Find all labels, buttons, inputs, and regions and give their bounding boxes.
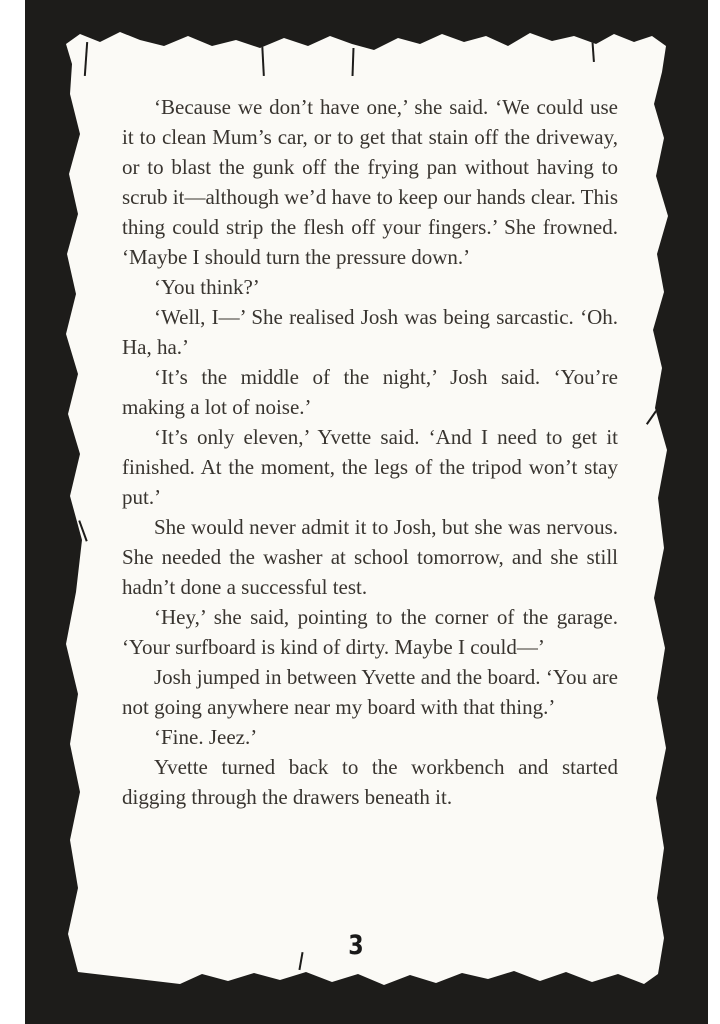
paragraph: ‘It’s the middle of the night,’ Josh said. ‘You’re making a lot of noise.’: [122, 365, 618, 419]
paragraph: ‘Well, I—’ She realised Josh was being sarcastic. ‘Oh. Ha, ha.’: [122, 305, 618, 359]
paragraph: ‘You think?’: [154, 275, 260, 299]
page-text: [122, 92, 618, 812]
paragraph: Yvette turned back to the workbench and started digging through the drawers beneath it.: [122, 755, 618, 809]
torn-edge-crack: [261, 44, 264, 76]
paragraph: ‘Because we don’t have one,’ she said. ‘We could use it to clean Mum’s car, or to get that stain off the driveway, or to blast the gunk off the frying pan without having to scrub it—although we’d have to keep our hands clear. This thing could strip the flesh off your fingers.’ She frowned. ‘Maybe I should turn the pressure down.’: [122, 95, 618, 269]
paragraph: ‘It’s only eleven,’ Yvette said. ‘And I need to get it finished. At the moment, the legs of the tripod won’t stay put.’: [122, 425, 618, 509]
paragraph: ‘Fine. Jeez.’: [154, 725, 258, 749]
paragraph: ‘Hey,’ she said, pointing to the corner of the garage. ‘Your surfboard is kind of dirty. Maybe I could—’: [122, 605, 618, 659]
torn-edge-crack: [84, 42, 88, 76]
torn-edge-crack: [352, 48, 354, 76]
page-number: 3: [348, 930, 364, 961]
paragraph: She would never admit it to Josh, but she was nervous. She needed the washer at school tomorrow, and she still hadn’t done a successful test.: [122, 515, 618, 599]
paragraph: Josh jumped in between Yvette and the board. ‘You are not going anywhere near my board with that thing.’: [122, 665, 618, 719]
torn-edge-crack: [298, 952, 303, 970]
